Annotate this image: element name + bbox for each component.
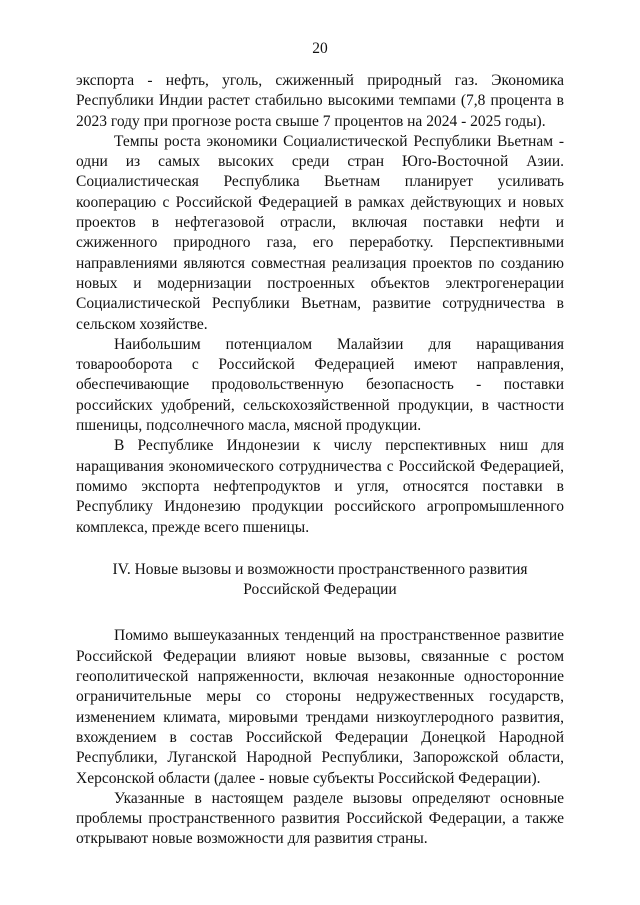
section-heading: [76, 560, 564, 601]
paragraph-new-challenges: Помимо вышеуказанных тенденций на пространственное развитие Российской Федерации влияют новые вызовы, связанные с ростом геополитической напряженности, включая незаконные односторонние ограничительные меры со стороны недружественных государств, изменением климата, мировыми трендами низкоуглеродного развития, вхождением в состав Российской Федерации Донецкой Народной Республики, Луганской Народной Республики, Запорожской области, Херсонской области (далее - новые субъекты Российской Федерации).: [76, 627, 564, 787]
page-number: 20: [312, 40, 328, 57]
paragraph-indonesia: В Республике Индонезии к числу перспективных ниш для наращивания экономического сотрудничества с Российской Федерацией, помимо экспорта нефтепродуктов и угля, относятся поставки в Республику Индонезию продукции российского агропромышленного комплекса, прежде всего пшеницы.: [76, 437, 564, 536]
paragraph-challenges-define: Указанные в настоящем разделе вызовы определяют основные проблемы пространственного развития Российской Федерации, а также открывают новые возможности для развития страны.: [76, 789, 564, 848]
paragraph-india-continued: экспорта - нефть, уголь, сжиженный природный газ. Экономика Республики Индии растет стабильно высокими темпами (7,8 процента в 2023 году при прогнозе роста свыше 7 процентов на 2024 - 2025 годы).: [76, 72, 564, 130]
paragraph-malaysia: Наибольшим потенциалом Малайзии для наращивания товарооборота с Российской Федерацией имеют направления, обеспечивающие продовольственную безопасность - поставки российских удобрений, сельскохозяйственной продукции, в частности пшеницы, подсолнечного масла, мясной продукции.: [76, 335, 564, 435]
section-heading-line-1: IV. Новые вызовы и возможности пространственного развития: [112, 560, 528, 578]
paragraph-vietnam: Темпы роста экономики Социалистической Республики Вьетнам - одни из самых высоких среди стран Юго-Восточной Азии. Социалистическая Республика Вьетнам планирует усиливать кооперацию с Российской Федерацией в рамках действующих и новых проектов в нефтегазовой отрасли, включая поставки нефти и сжиженного природного газа, его переработку. Перспективными направлениями являются совместная реализация проектов по созданию новых и модернизации построенных объектов электрогенерации Социалистической Республики Вьетнам, развитие сотрудничества в сельском хозяйстве.: [76, 132, 564, 333]
document-body: [76, 71, 564, 850]
section-heading-line-2: Российской Федерации: [243, 581, 397, 599]
